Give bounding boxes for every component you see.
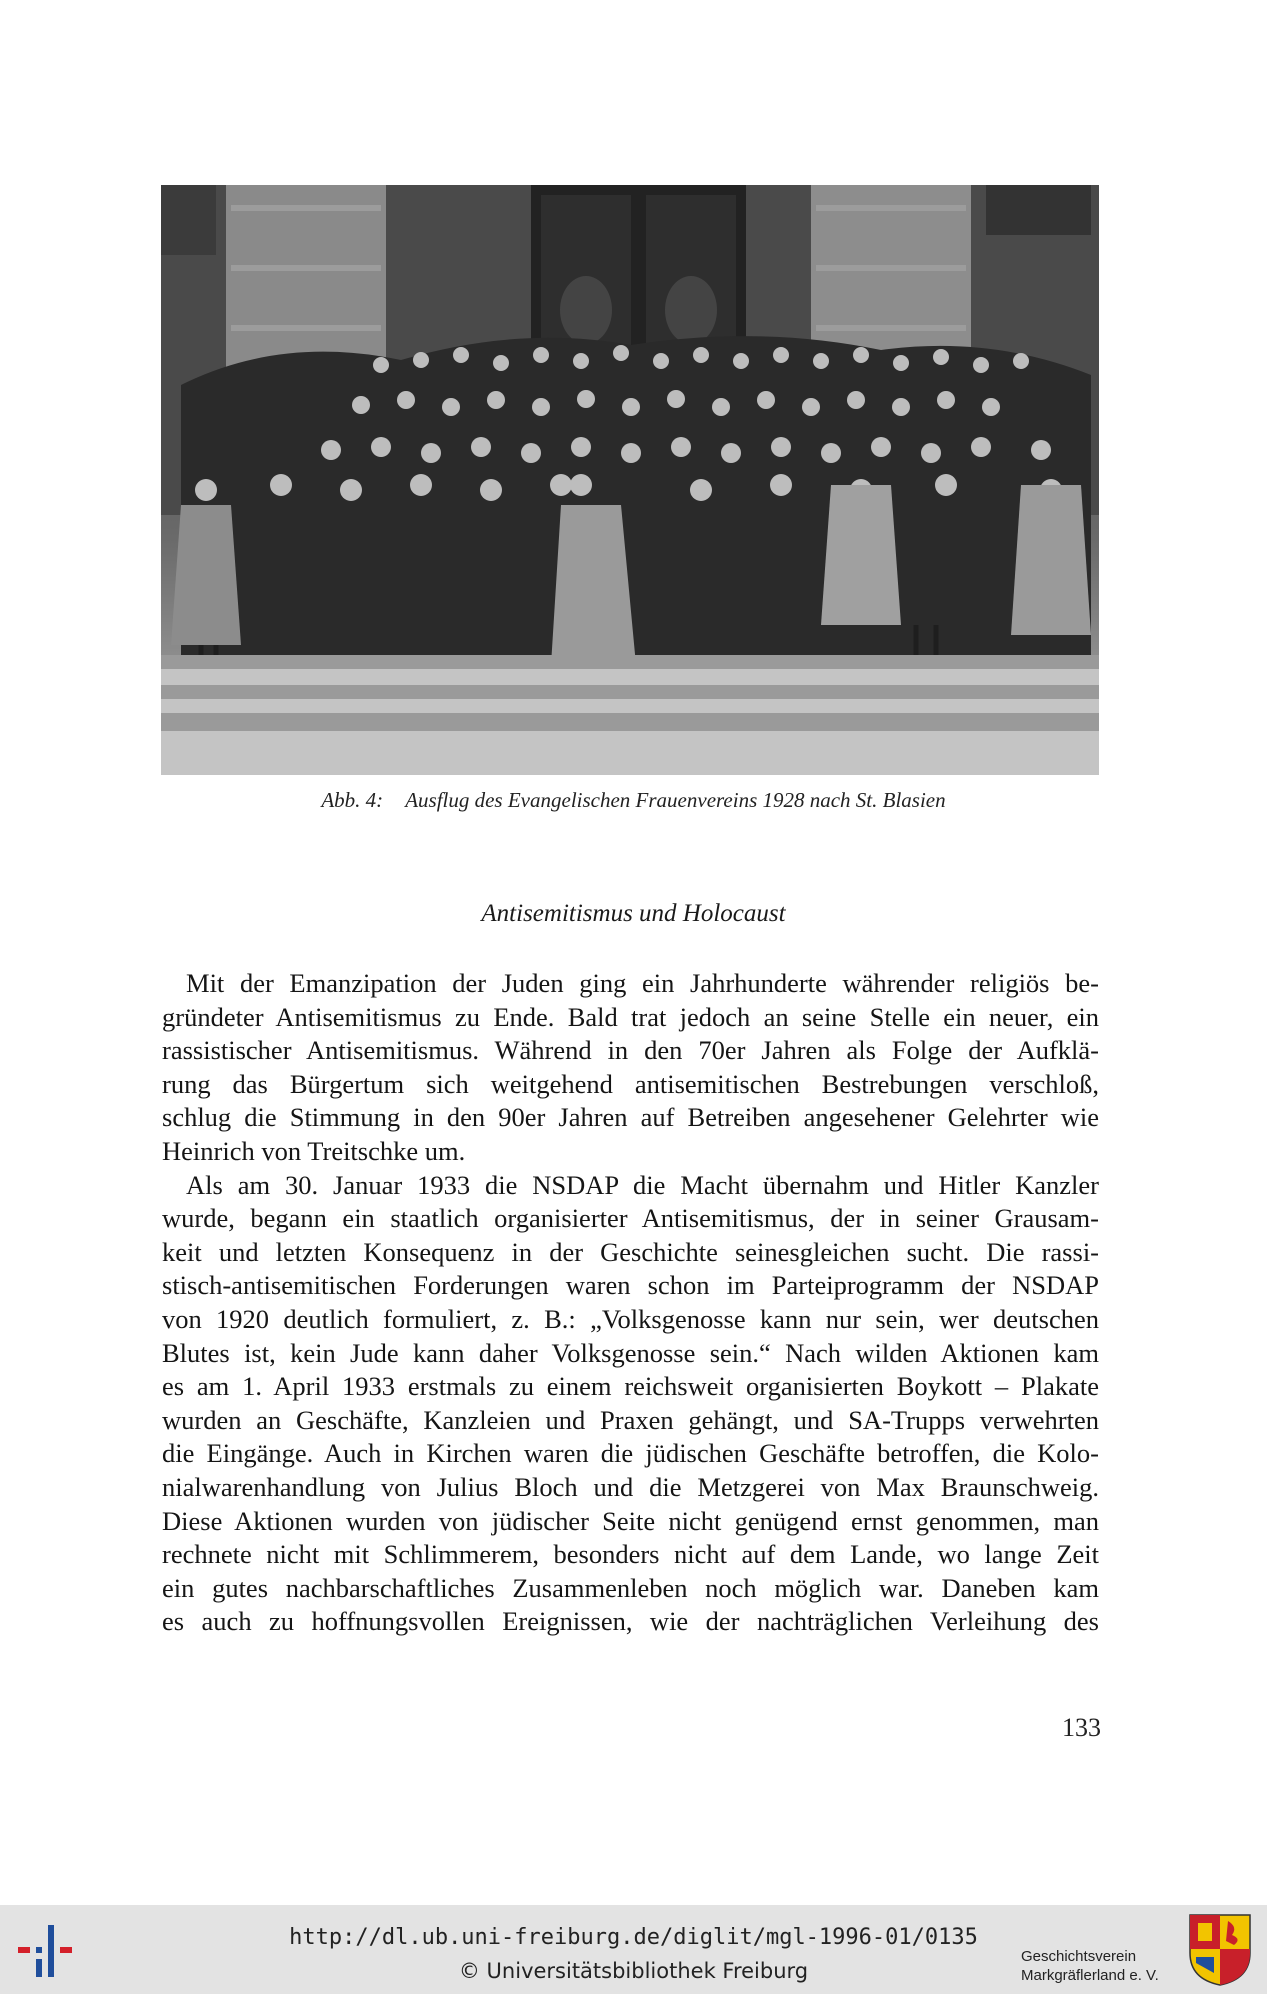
text-line: stisch-antisemitischen Forderungen waren schon im Parteiprogramm der NSDAP: [162, 1270, 1099, 1301]
group-photograph: [161, 185, 1099, 775]
text-line: Heinrich von Treitschke um.: [162, 1135, 466, 1166]
society-name-line: Markgräflerland e. V.: [1021, 1967, 1159, 1984]
photo-illustration: [161, 185, 1099, 775]
coat-of-arms-icon: [1188, 1913, 1252, 1987]
text-line: ein gutes nachbarschaftliches Zusammenleben noch möglich war. Daneben kam: [162, 1572, 1099, 1603]
text-line: rassistischer Antisemitismus. Während in den 70er Jahren als Folge der Aufklä-: [162, 1035, 1099, 1066]
society-name: [1021, 1947, 1159, 1985]
text-line: rechnete nicht mit Schlimmerem, besonders nicht auf dem Lande, wo lange Zeit: [162, 1539, 1099, 1570]
page-number: 133: [1062, 1713, 1101, 1742]
society-name-line: Geschichtsverein: [1021, 1948, 1137, 1965]
copyright-text: © Universitätsbibliothek Freiburg: [458, 1959, 809, 1983]
text-line: Mit der Emanzipation der Juden ging ein Jahrhunderte währender religiös be-: [186, 968, 1099, 998]
text-line: es auch zu hoffnungsvollen Ereignissen, wie der nachträglichen Verleihung des: [162, 1606, 1099, 1637]
figure-caption-text: Ausflug des Evangelischen Frauenvereins 1928 nach St. Blasien: [405, 788, 946, 812]
paragraph-1: [162, 967, 1099, 1169]
footer-bar: [0, 1905, 1267, 1994]
section-heading: Antisemitismus und Holocaust: [481, 900, 786, 927]
text-line: schlug die Stimmung in den 90er Jahren auf Betreiben angesehener Gelehrter wie: [162, 1102, 1099, 1133]
text-line: Diese Aktionen wurden von jüdischer Seite nicht genügend ernst genommen, man: [162, 1505, 1099, 1536]
text-line: von 1920 deutlich formuliert, z. B.: „Volksgenosse kann nur sein, wer deutschen: [162, 1303, 1099, 1334]
text-line: Als am 30. Januar 1933 die NSDAP die Macht übernahm und Hitler Kanzler: [186, 1169, 1099, 1200]
figure-label: Abb. 4:: [321, 788, 384, 812]
paragraph-2: [162, 1169, 1099, 1639]
figure-caption: [0, 788, 1267, 813]
text-line: gründeter Antisemitismus zu Ende. Bald trat jedoch an seine Stelle ein neuer, ein: [162, 1001, 1099, 1032]
text-line: keit und letzten Konsequenz in der Geschichte seinesgleichen sucht. Die rassi-: [162, 1236, 1099, 1267]
text-line: rung das Bürgertum sich weitgehend antisemitischen Bestrebungen verschloß,: [162, 1068, 1099, 1099]
text-line: Blutes ist, kein Jude kann daher Volksgenosse sein.“ Nach wilden Aktionen kam: [162, 1337, 1099, 1368]
text-line: nialwarenhandlung von Julius Bloch und die Metzgerei von Max Braunschweig.: [162, 1471, 1099, 1502]
text-line: die Eingänge. Auch in Kirchen waren die jüdischen Geschäfte betroffen, die Kolo-: [162, 1438, 1099, 1469]
text-line: wurden an Geschäfte, Kanzleien und Praxen gehängt, und SA-Trupps verwehrten: [162, 1404, 1099, 1435]
document-url-link[interactable]: http://dl.ub.uni-freiburg.de/diglit/mgl-1996-01/0135: [289, 1925, 978, 1950]
text-line: es am 1. April 1933 erstmals zu einem reichsweit organisierten Boykott – Plakate: [162, 1371, 1099, 1402]
text-line: wurde, begann ein staatlich organisierter Antisemitismus, der in seiner Grausam-: [162, 1203, 1099, 1234]
body-text: [162, 967, 1099, 1639]
